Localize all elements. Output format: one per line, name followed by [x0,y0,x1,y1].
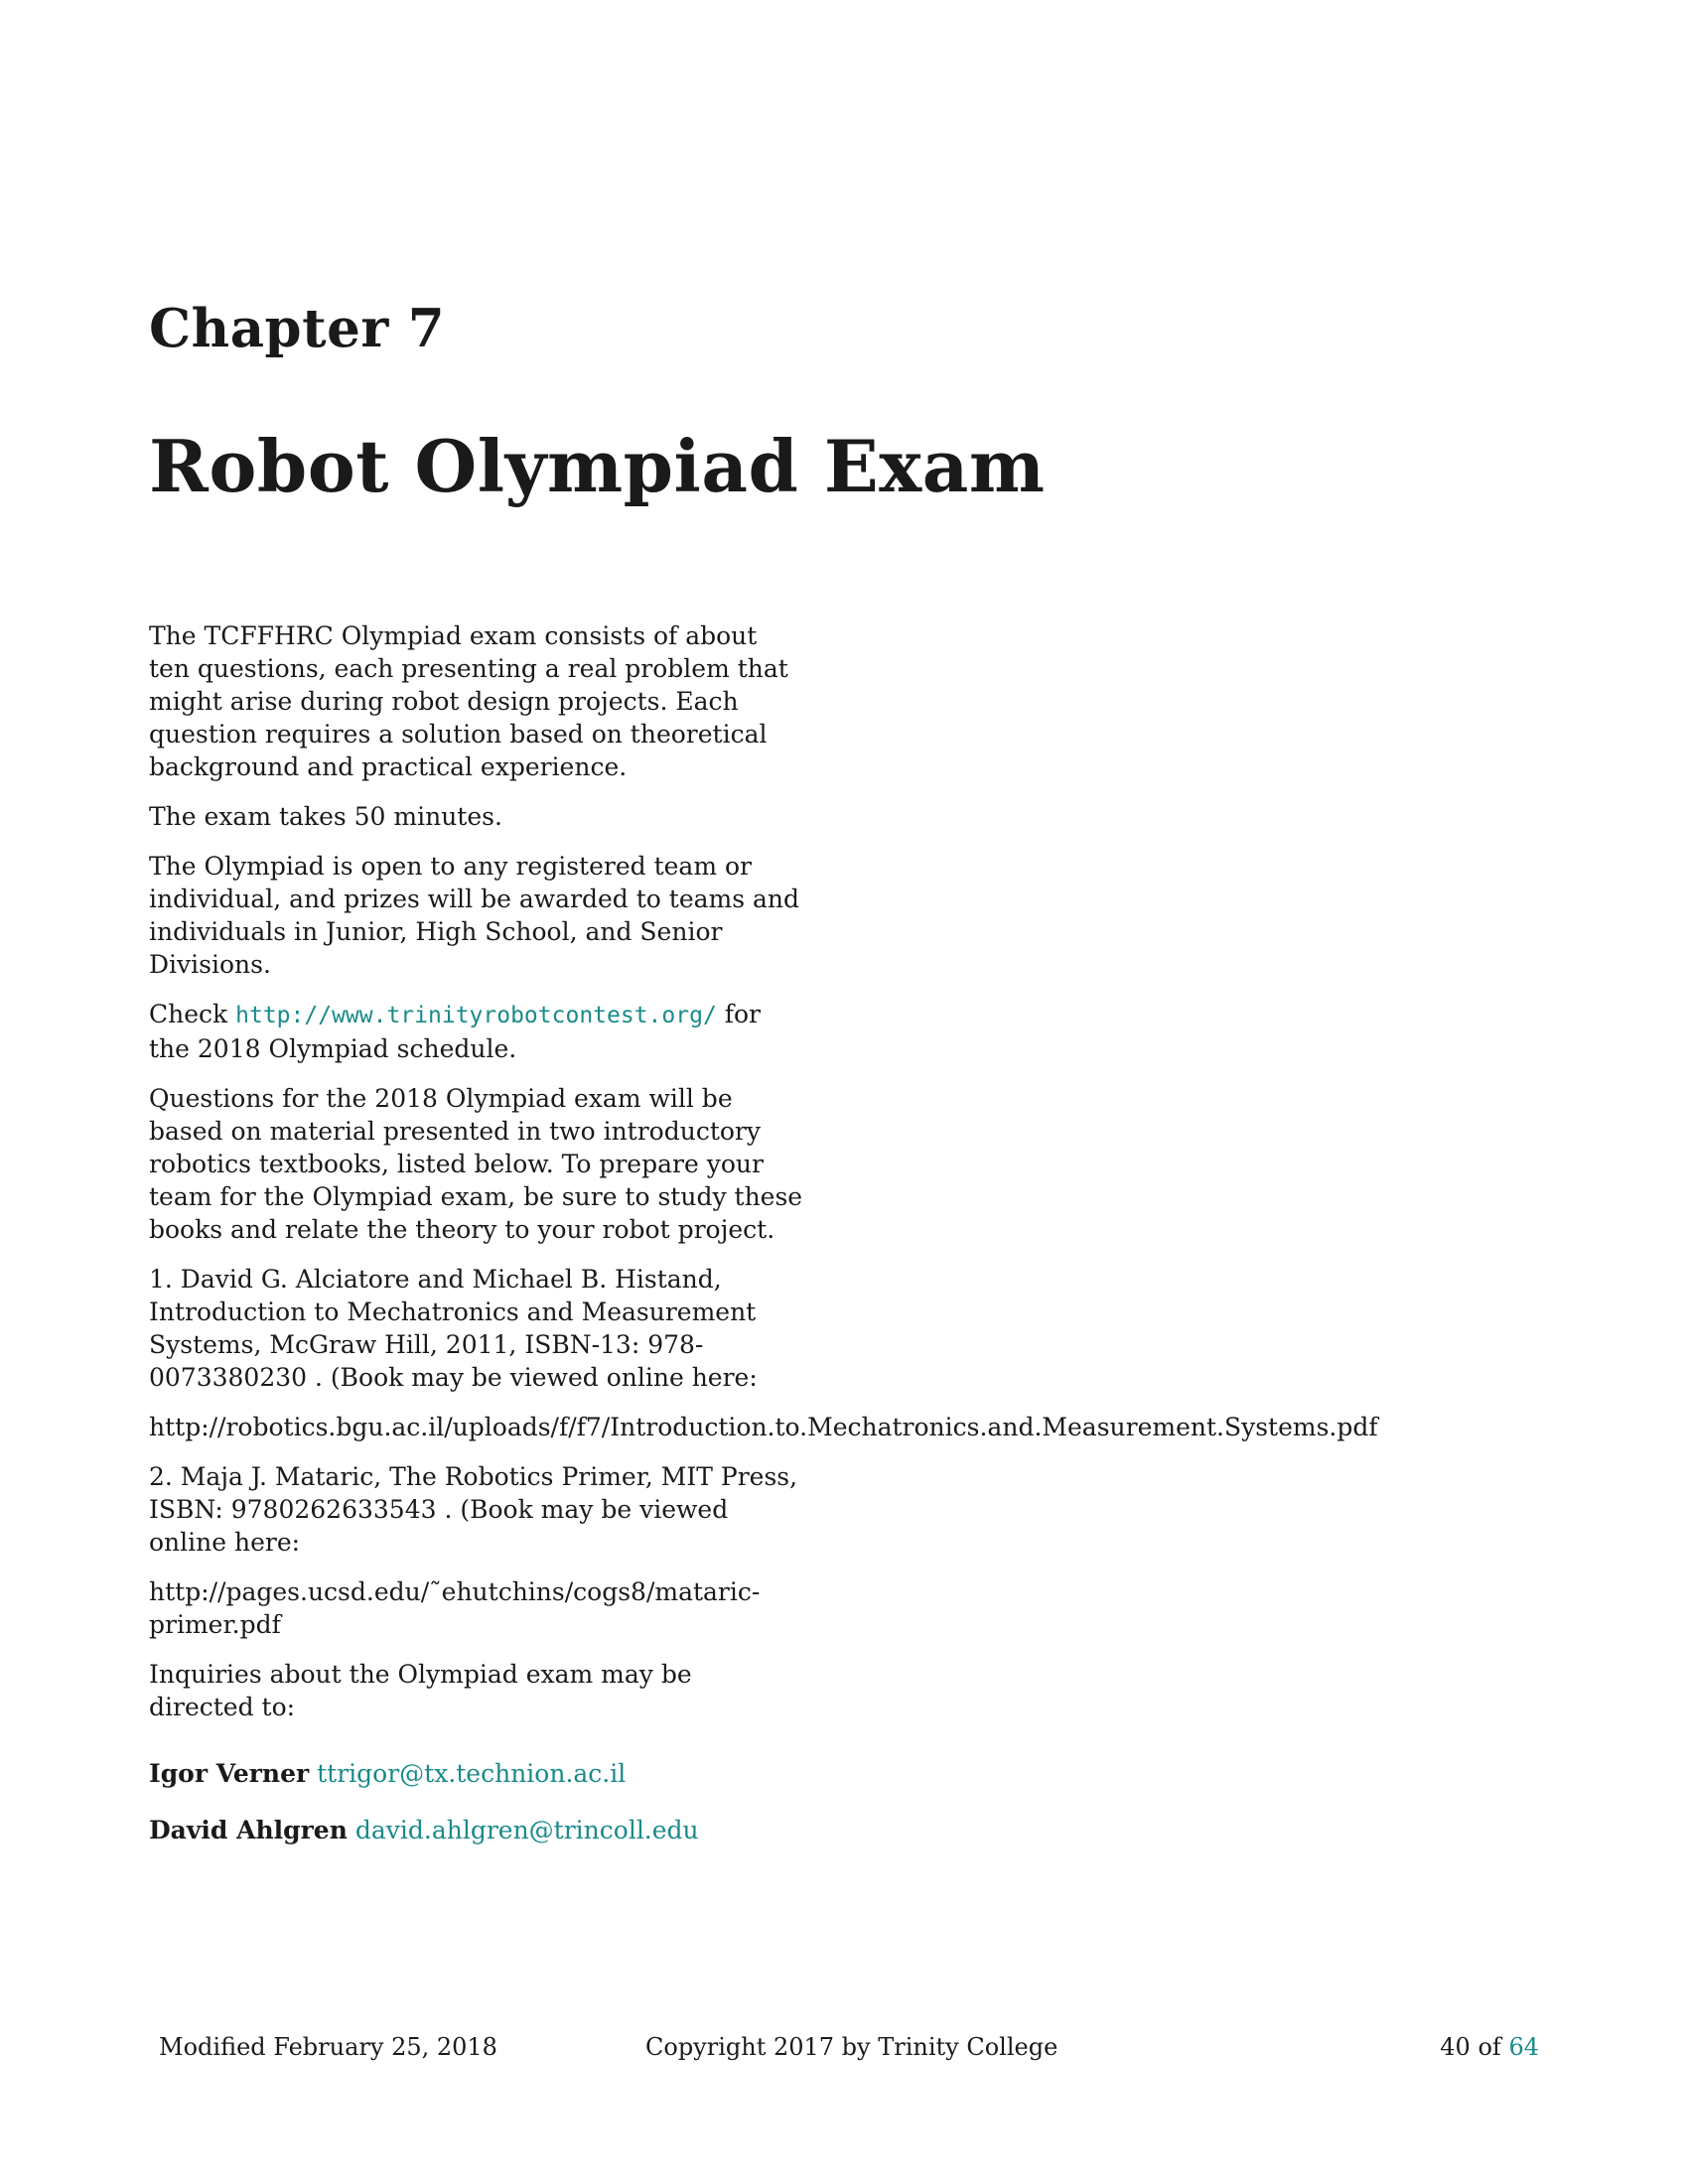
contest-website-link[interactable]: http://www.trinityrobotcontest.org/ [235,1003,717,1028]
reference-2: 2. Maja J. Mataric, The Robotics Primer, MIT Press, ISBN: 9780262633543 . (Book may be viewed online here: [149,1462,798,1557]
chapter-title: Robot Olympiad Exam [149,424,1046,508]
contact-row [149,1757,804,1790]
modified-date: Modified February 25, 2018 [159,2033,497,2061]
chapter-label: Chapter 7 [149,298,446,359]
eligibility-paragraph: The Olympiad is open to any registered team or individual, and prizes will be awarded to teams and individuals in Junior, High School, and Senior Divisions. [149,852,800,979]
schedule-prefix: Check [149,1000,228,1028]
reference-1: 1. David G. Alciatore and Michael B. Histand, Introduction to Mechatronics and Measurement Systems, McGraw Hill, 2011, ISBN-13: 978-0073380230 . (Book may be viewed online here: [149,1265,758,1392]
chapter-body [149,619,1378,1870]
contact-list [149,1757,804,1846]
schedule-suffix: for the 2018 Olympiad schedule. [149,1000,762,1063]
page-total-link[interactable]: 64 [1508,2033,1539,2061]
page-of: of [1477,2033,1501,2061]
textbooks-paragraph: Questions for the 2018 Olympiad exam will be based on material presented in two introductory robotics textbooks, listed below. To prepare your team for the Olympiad exam, be sure to study these books and relate the theory to your robot project. [149,1084,803,1244]
inquiries-paragraph: Inquiries about the Olympiad exam may be directed to: [149,1660,692,1721]
contact-name: David Ahlgren [149,1816,348,1844]
page-number [1440,2027,1539,2067]
page-current: 40 [1440,2033,1471,2061]
contact-name: Igor Verner [149,1759,310,1788]
duration-paragraph: The exam takes 50 minutes. [149,802,502,831]
contact-row [149,1814,804,1846]
contact-email-link[interactable]: ttrigor@tx.technion.ac.il [317,1759,627,1788]
page-footer [0,2027,1688,2067]
intro-paragraph: The TCFFHRC Olympiad exam consists of about ten questions, each presenting a real problem that might arise during robot design projects. Each question requires a solution based on theoretical background and practical experience. [149,621,788,781]
contact-email-link[interactable]: david.ahlgren@trincoll.edu [354,1816,699,1844]
reference-1-url: http://robotics.bgu.ac.il/uploads/f/f7/Introduction.to.Mechatronics.and.Measurement.Systems.pdf [149,1413,1378,1441]
reference-2-url: http://pages.ucsd.edu/˜ehutchins/cogs8/mataric-primer.pdf [149,1577,761,1639]
schedule-paragraph [149,998,804,1065]
copyright-notice: Copyright 2017 by Trinity College [645,2033,1058,2061]
